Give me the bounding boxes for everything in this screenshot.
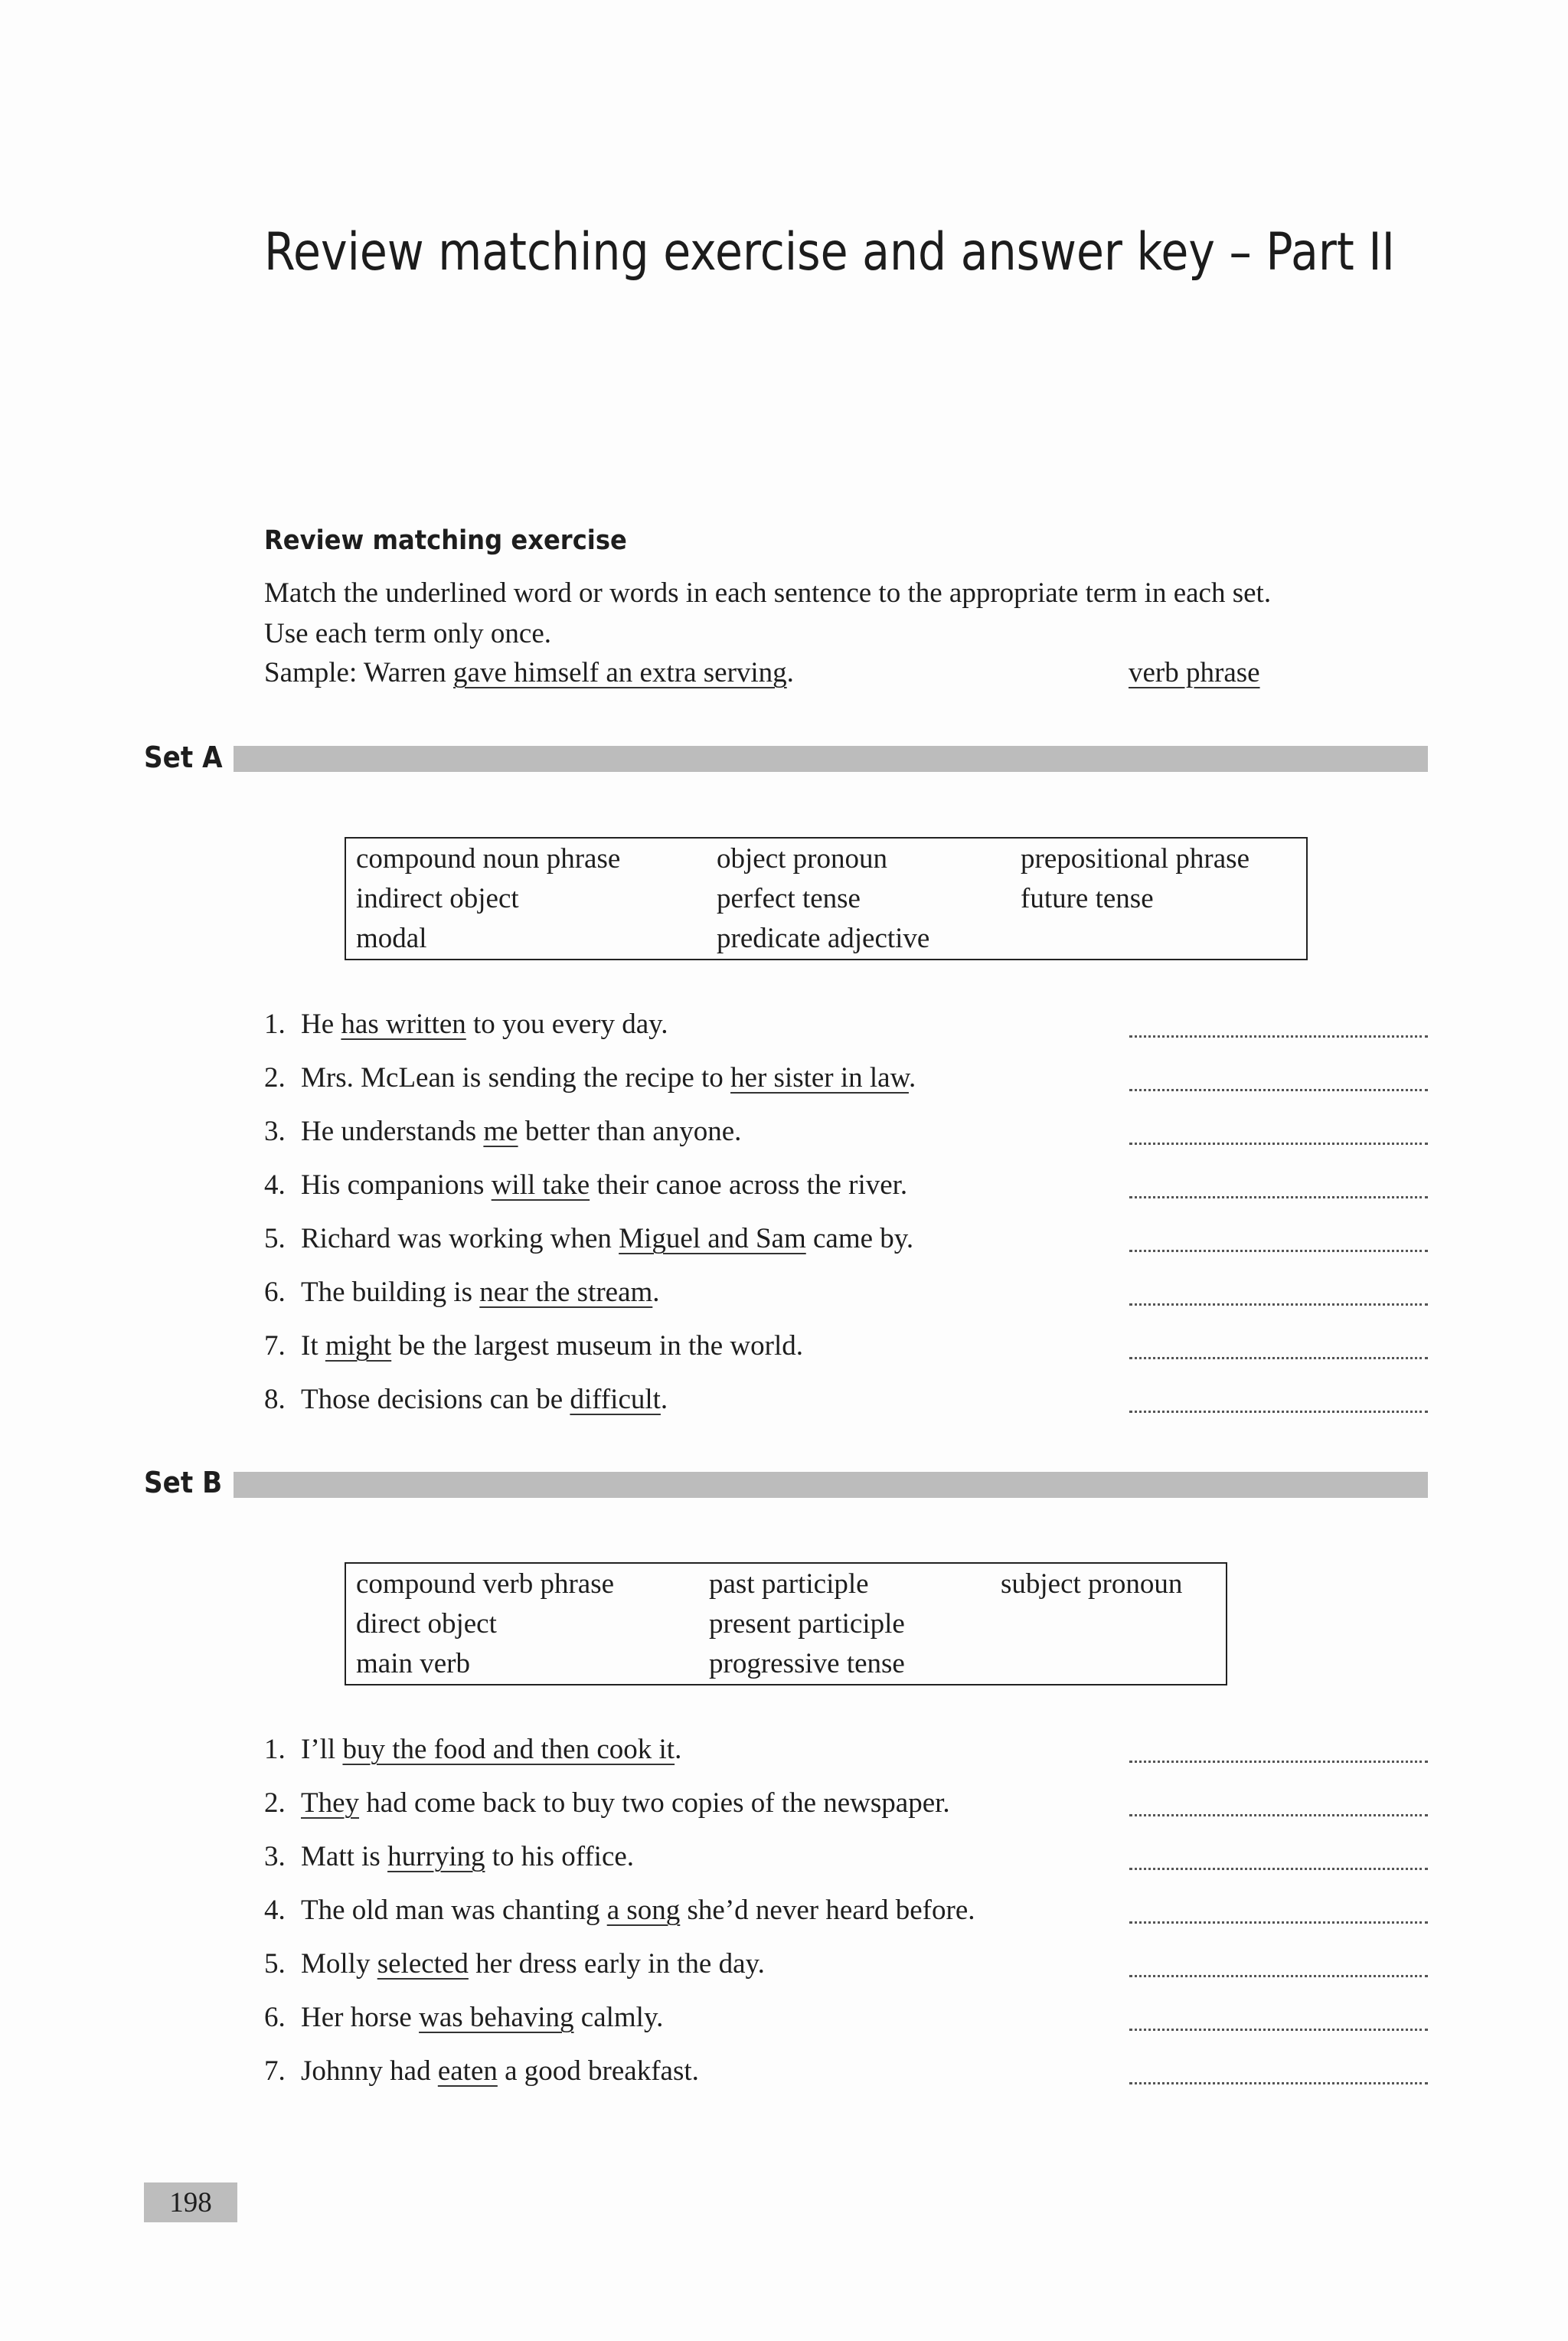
question-underlined: difficult [570, 1384, 661, 1415]
question [264, 1941, 1428, 1995]
question-text: His companions [301, 1169, 492, 1201]
set-b-term-box [345, 1562, 1227, 1685]
term: present participle [709, 1608, 905, 1640]
question-text: better than anyone. [518, 1116, 742, 1147]
question-underlined: Miguel and Sam [619, 1223, 806, 1254]
sample-prefix: Sample: Warren [264, 657, 454, 688]
term: perfect tense [717, 883, 861, 914]
exercise-heading: Review matching exercise [264, 525, 627, 556]
term: object pronoun [717, 843, 887, 875]
answer-blank[interactable] [1129, 1868, 1428, 1870]
question [264, 1216, 1428, 1270]
answer-blank[interactable] [1129, 1035, 1428, 1038]
term: compound noun phrase [356, 843, 621, 875]
term: progressive tense [709, 1648, 905, 1679]
set-b-questions [264, 1727, 1428, 2102]
question-number: 5. [264, 1948, 286, 1980]
question-text: Molly [301, 1948, 377, 1980]
question-underlined: They [301, 1787, 360, 1819]
sample-suffix: . [786, 657, 794, 688]
question-text: I’ll [301, 1734, 343, 1765]
question-text: Her horse [301, 2002, 420, 2033]
question-text: had come back to buy two copies of the newspaper. [359, 1787, 950, 1819]
question [264, 1834, 1428, 1888]
question-number: 6. [264, 1277, 286, 1308]
question [264, 2048, 1428, 2102]
question-number: 5. [264, 1223, 286, 1254]
question-text: Mrs. McLean is sending the recipe to [301, 1062, 731, 1094]
answer-blank[interactable] [1129, 1411, 1428, 1413]
term: predicate adjective [717, 923, 930, 954]
instructions [264, 573, 1271, 654]
set-b-divider [234, 1472, 1428, 1498]
question-text: her dress early in the day. [468, 1948, 765, 1980]
question-text: He [301, 1009, 341, 1040]
answer-blank[interactable] [1129, 1303, 1428, 1306]
question-underlined: near the stream [479, 1277, 653, 1308]
term: past participle [709, 1568, 869, 1600]
question-number: 1. [264, 1009, 286, 1040]
answer-blank[interactable] [1129, 1250, 1428, 1252]
term: indirect object [356, 883, 519, 914]
answer-blank[interactable] [1129, 1143, 1428, 1145]
question-number: 6. [264, 2002, 286, 2033]
question [264, 1162, 1428, 1216]
question [264, 1109, 1428, 1162]
set-b-label: Set B [144, 1466, 223, 1499]
question-underlined: has written [341, 1009, 466, 1040]
instruction-line: Match the underlined word or words in each sentence to the appropriate term in each set. [264, 577, 1272, 609]
answer-blank[interactable] [1129, 1089, 1428, 1091]
instruction-line: Use each term only once. [264, 618, 551, 649]
question-text: Those decisions can be [301, 1384, 570, 1415]
term: future tense [1021, 883, 1154, 914]
question-underlined: me [483, 1116, 518, 1147]
question-text: Matt is [301, 1841, 388, 1872]
answer-blank[interactable] [1129, 1814, 1428, 1816]
question-number: 3. [264, 1116, 286, 1147]
question-text: . [660, 1384, 668, 1415]
question-text: He understands [301, 1116, 484, 1147]
question-text: It [301, 1330, 325, 1362]
question [264, 1995, 1428, 2048]
question-text: . [675, 1734, 682, 1765]
question-underlined: might [325, 1330, 392, 1362]
question-number: 7. [264, 1330, 286, 1362]
question-text: . [908, 1062, 916, 1094]
question-text: she’d never heard before. [680, 1895, 975, 1926]
question-text: to his office. [485, 1841, 635, 1872]
answer-blank[interactable] [1129, 2082, 1428, 2084]
question-number: 2. [264, 1787, 286, 1819]
question-underlined: buy the food and then cook it [342, 1734, 675, 1765]
question-text: be the largest museum in the world. [391, 1330, 803, 1362]
answer-blank[interactable] [1129, 2029, 1428, 2031]
set-a-questions [264, 1002, 1428, 1430]
answer-blank[interactable] [1129, 1975, 1428, 1977]
set-a-divider [234, 746, 1428, 772]
question-number: 4. [264, 1169, 286, 1201]
question-underlined: eaten [437, 2055, 498, 2087]
question-underlined: was behaving [419, 2002, 574, 2033]
question-text: to you every day. [466, 1009, 668, 1040]
question-underlined: selected [377, 1948, 469, 1980]
answer-blank[interactable] [1129, 1196, 1428, 1198]
term: modal [356, 923, 427, 954]
answer-blank[interactable] [1129, 1761, 1428, 1763]
question [264, 1727, 1428, 1780]
question [264, 1888, 1428, 1941]
set-a-term-box [345, 837, 1308, 960]
question-text: Johnny had [301, 2055, 438, 2087]
answer-blank[interactable] [1129, 1921, 1428, 1924]
question-number: 8. [264, 1384, 286, 1415]
question [264, 1270, 1428, 1323]
question-number: 2. [264, 1062, 286, 1094]
page-number: 198 [144, 2182, 237, 2222]
sample-sentence [264, 652, 794, 693]
question-number: 4. [264, 1895, 286, 1926]
term: main verb [356, 1648, 470, 1679]
term: direct object [356, 1608, 497, 1640]
question-text: their canoe across the river. [590, 1169, 908, 1201]
question-underlined: a song [606, 1895, 681, 1926]
sample-answer: verb phrase [1129, 657, 1260, 688]
question-number: 1. [264, 1734, 286, 1765]
question-text: calmly. [573, 2002, 664, 2033]
answer-blank[interactable] [1129, 1357, 1428, 1359]
question-underlined: her sister in law [730, 1062, 909, 1094]
question [264, 1055, 1428, 1109]
question-text: Richard was working when [301, 1223, 619, 1254]
question [264, 1002, 1428, 1055]
question-text: a good breakfast. [497, 2055, 699, 2087]
set-a-label: Set A [144, 741, 223, 774]
term: prepositional phrase [1021, 843, 1250, 875]
sample-underlined: gave himself an extra serving [453, 657, 787, 688]
question-text: . [652, 1277, 660, 1308]
question-underlined: will take [491, 1169, 590, 1201]
question [264, 1377, 1428, 1430]
term: compound verb phrase [356, 1568, 615, 1600]
term: subject pronoun [1001, 1568, 1183, 1600]
question-number: 7. [264, 2055, 286, 2087]
question-number: 3. [264, 1841, 286, 1872]
question-text: The building is [301, 1277, 480, 1308]
question-underlined: hurrying [387, 1841, 485, 1872]
question-text: came by. [805, 1223, 914, 1254]
question-text: The old man was chanting [301, 1895, 607, 1926]
question [264, 1780, 1428, 1834]
page-title: Review matching exercise and answer key – Part II [264, 222, 1395, 283]
question [264, 1323, 1428, 1377]
